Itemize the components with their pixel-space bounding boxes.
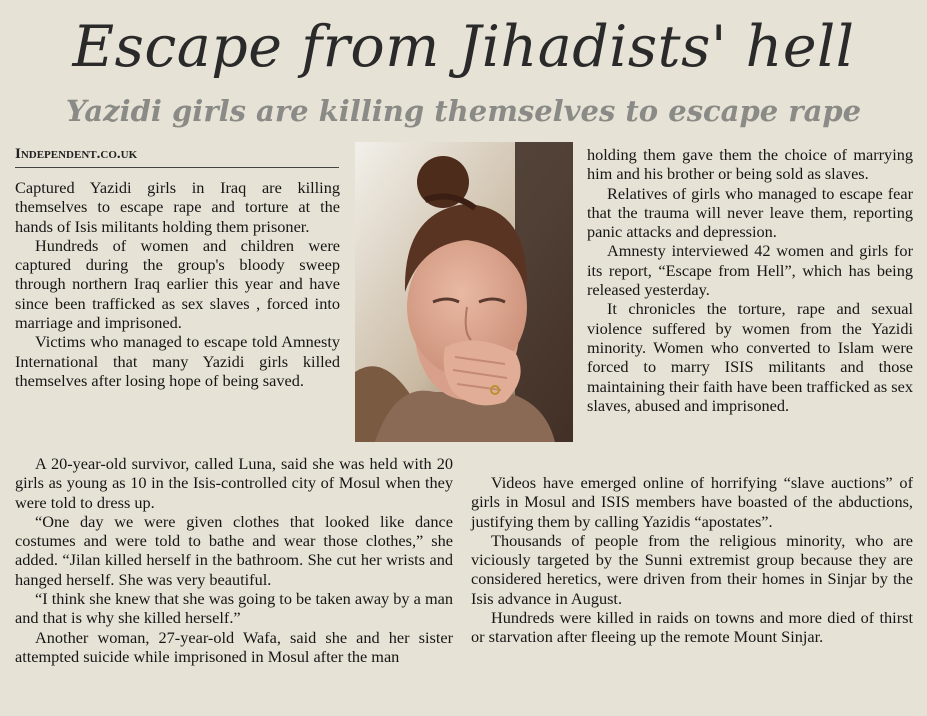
headline: Escape from Jihadists' hell: [72, 14, 855, 80]
paragraph: Victims who managed to escape told Amnesty International that many Yazidi girls killed themselves after losing hope of being saved.: [15, 332, 340, 390]
portrait-illustration: [355, 142, 573, 442]
paragraph: Thousands of people from the religious minority, who are viciously targeted by the Sunni extremist group because they are considered heretics, were driven from their homes in Sinjar by the Isis advance in August.: [471, 530, 913, 608]
article-column-1: [15, 178, 340, 390]
paragraph: Videos have emerged online of horrifying “slave auctions” of girls in Mosul and ISIS members have boasted of the abductions, justifying them by calling Yazidis “apostates”.: [471, 473, 913, 531]
paragraph: Amnesty interviewed 42 women and girls for its report, “Escape from Hell”, which has being released yesterday.: [587, 241, 913, 300]
news-photo: [355, 142, 573, 442]
paragraph: Hundreds were killed in raids on towns and more died of thirst or starvation after fleeing up the remote Mount Sinjar.: [471, 608, 913, 647]
paragraph: A 20-year-old survivor, called Luna, said she was held with 20 girls as young as 10 in the Isis-controlled city of Mosul when they were told to dress up.: [15, 454, 453, 512]
paragraph: “I think she knew that she was going to be taken away by a man and that is why she killed herself.”: [15, 589, 453, 628]
article-column-2: [587, 145, 913, 415]
paragraph: Another woman, 27-year-old Wafa, said she and her sister attempted suicide while imprisoned in Mosul after the man: [15, 627, 453, 666]
source-credit: Independent.co.uk: [15, 145, 339, 168]
article-column-1-lower: [15, 454, 453, 666]
paragraph: Hundreds of women and children were captured during the group's bloody sweep through northern Iraq earlier this year and have since been trafficked as sex slaves , forced into marriage and imprisoned.: [15, 235, 340, 333]
paragraph: It chronicles the torture, rape and sexual violence suffered by women from the Yazidi minority. Women who converted to Islam were forced to marry ISIS militants and those maintaining their faith have been trafficked as sex slaves, abused and imprisoned.: [587, 299, 913, 415]
article-column-2-lower: [471, 473, 913, 647]
paragraph: “One day we were given clothes that looked like dance costumes and were told to bathe and wear those clothes,” she added. “Jilan killed herself in the bathroom. She cut her wrists and hanged herself. She was very beautiful.: [15, 511, 453, 589]
subheadline: Yazidi girls are killing themselves to escape rape: [65, 94, 862, 128]
paragraph: Captured Yazidi girls in Iraq are killing themselves to escape rape and torture at the hands of Isis militants holding them prisoner.: [15, 178, 340, 236]
paragraph: Relatives of girls who managed to escape fear that the trauma will never leave them, reporting panic attacks and depression.: [587, 183, 913, 242]
paragraph: holding them gave them the choice of marrying him and his brother or being sold as slaves.: [587, 145, 913, 184]
